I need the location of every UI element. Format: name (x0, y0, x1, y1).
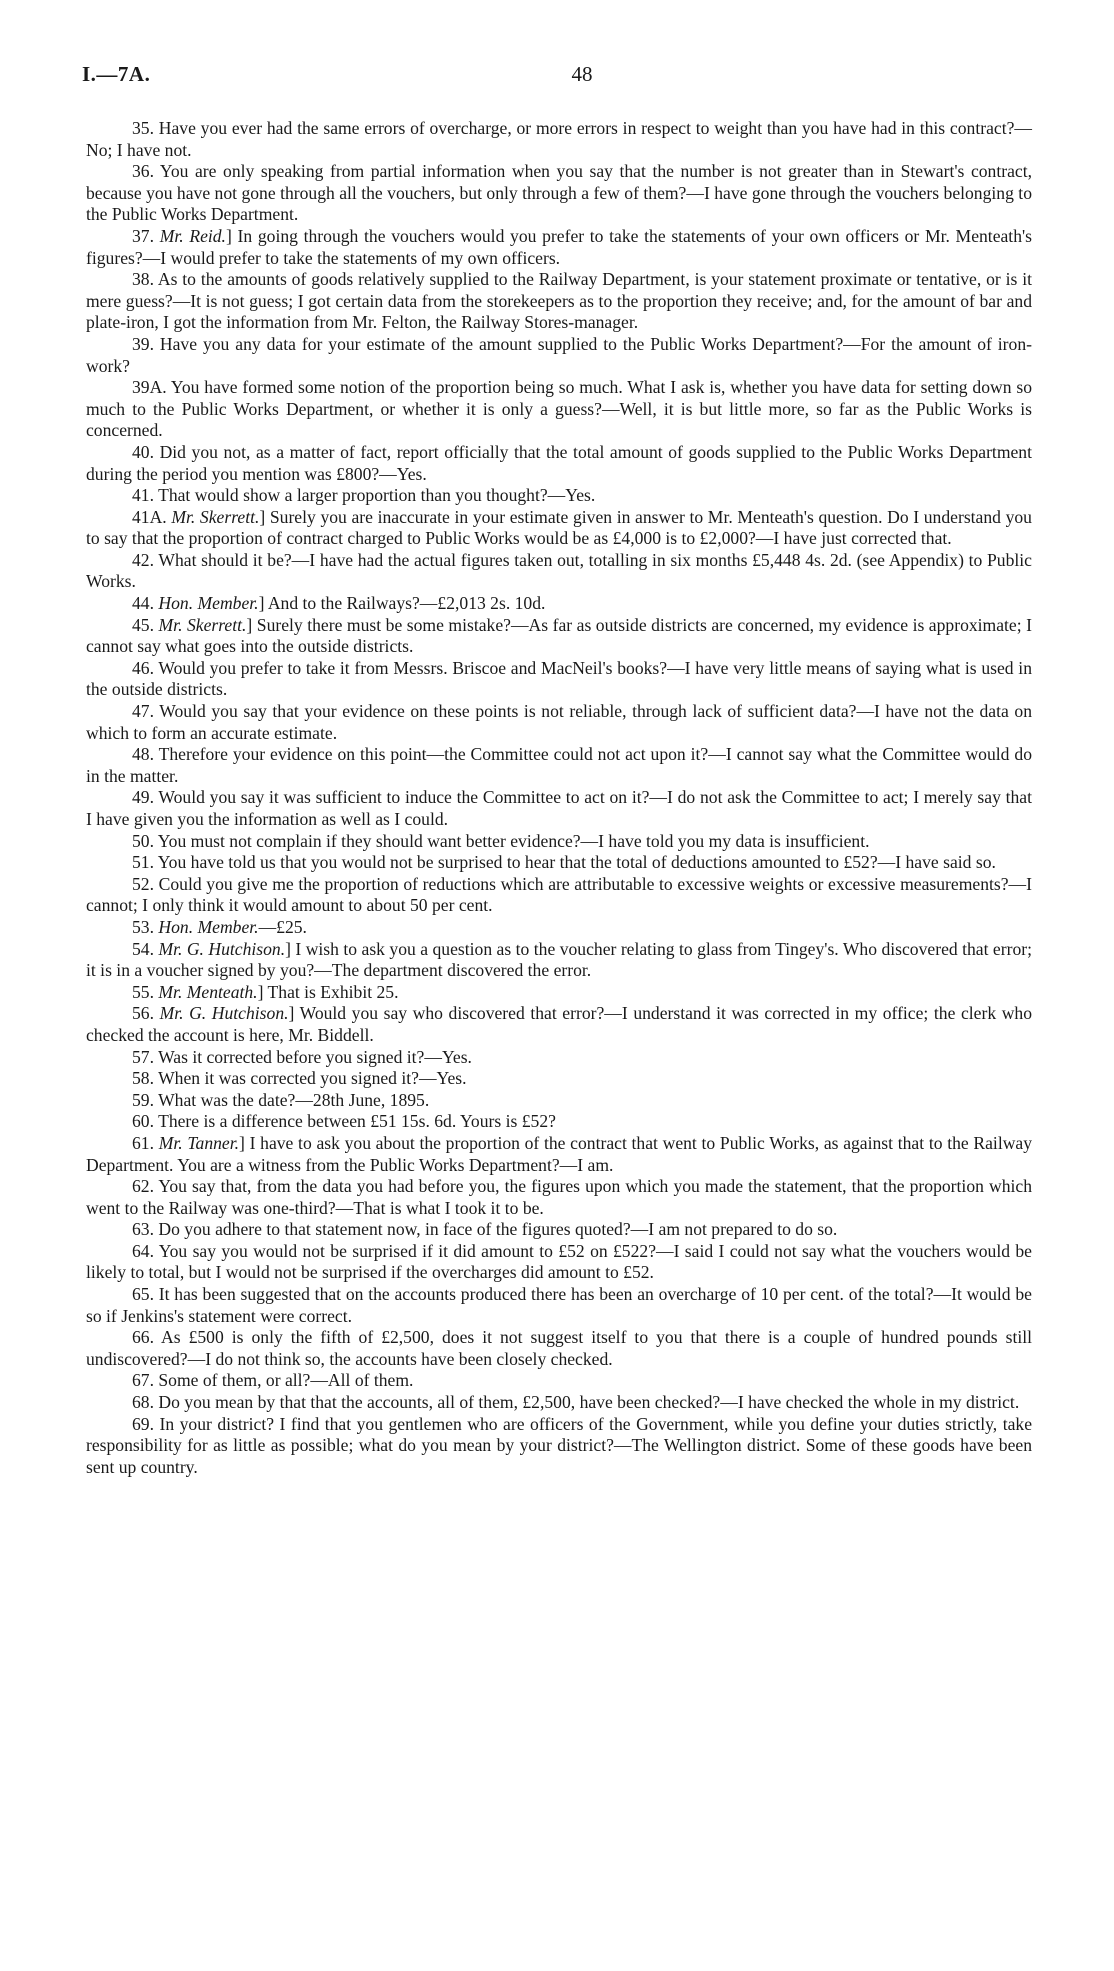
paragraph: 52. Could you give me the proportion of reductions which are attributable to excessive weights or excessive measurements?—I cannot; I only think it would amount to about 50 per cent. (86, 873, 1032, 916)
paragraph: 54. Mr. G. Hutchison.] I wish to ask you a question as to the voucher relating to glass from Tingey's. Who discovered that error; it is in a voucher signed by you?—The department discovered the error. (86, 938, 1033, 981)
paragraph: 62. You say that, from the data you had before you, the figures upon which you made the statement, that the proportion which went to the Railway was one-third?—That is what I took it to be. (86, 1176, 1032, 1218)
paragraph: 39A. You have formed some notion of the proportion being so much. What I ask is, whether you have data for setting down so much to the Public Works Department, or whether it is only a guess?—Well, it is but little more, so far as the Public Works is concerned. (86, 377, 1032, 441)
paragraph: 48. Therefore your evidence on this point—the Committee could not act upon it?—I cannot say what the Committee would do in the matter. (86, 744, 1032, 786)
paragraph: 39. Have you any data for your estimate of the amount supplied to the Public Works Department?—For the amount of iron-work? (86, 333, 1032, 376)
paragraph: 44. Hon. Member.] And to the Railways?—£2,013 2s. 10d. (132, 593, 546, 614)
paragraph: 42. What should it be?—I have had the actual figures taken out, totalling in six months £5,448 4s. 2d. (see Appendix) to Public Works. (86, 549, 1032, 592)
paragraph: 53. Hon. Member.—£25. (132, 916, 307, 937)
paragraph: 40. Did you not, as a matter of fact, report officially that the total amount of goods supplied to the Public Works Department during the period you mention was £800?—Yes. (86, 441, 1032, 484)
paragraph: 56. Mr. G. Hutchison.] Would you say who discovered that error?—I understand it was corrected in my office; the clerk who checked the account is here, Mr. Biddell. (86, 1003, 1033, 1045)
paragraph: 60. There is a difference between £51 15s. 6d. Yours is £52? (132, 1111, 556, 1132)
paragraph: 67. Some of them, or all?—All of them. (132, 1370, 414, 1391)
speaker-name: Mr. Tanner. (158, 1132, 240, 1153)
page-number: 48 (571, 62, 593, 86)
paragraph: 69. In your district? I find that you gentlemen who are officers of the Government, while you define your duties strictly, take responsibility for as little as possible; what do you mean by your district?—The Wellington district. Some of these goods have been sent up country. (86, 1413, 1032, 1477)
paragraph: 35. Have you ever had the same errors of overcharge, or more errors in respect to weight than you have had in this contract?—No; I have not. (86, 118, 1032, 160)
speaker-name: Mr. Reid. (159, 225, 226, 246)
speaker-name: Mr. G. Hutchison. (159, 1003, 289, 1024)
document-body (86, 118, 1032, 1478)
paragraph: 50. You must not complain if they should want better evidence?—I have told you my data is insufficient. (132, 830, 870, 851)
paragraph: 65. It has been suggested that on the accounts produced there has been an overcharge of 10 per cent. of the total?—It would be so if Jenkins's statement were correct. (86, 1284, 1032, 1326)
speaker-name: Hon. Member. (158, 593, 259, 614)
speaker-name: Mr. G. Hutchison. (158, 938, 286, 959)
speaker-name: Hon. Member. (158, 916, 259, 937)
paragraph: 64. You say you would not be surprised if it did amount to £52 on £522?—I said I could not say what the vouchers would be likely to total, but I would not be surprised if the overcharges did amount to £52. (86, 1240, 1032, 1283)
paragraph: 68. Do you mean by that that the accounts, all of them, £2,500, have been checked?—I have checked the whole in my district. (132, 1392, 1020, 1413)
paragraph: 38. As to the amounts of goods relatively supplied to the Railway Department, is your statement proximate or tentative, or is it mere guess?—It is not guess; I got certain data from the storekeepers as to the proportion they receive; and, for the amount of bar and plate-iron, I got the information from Mr. Felton, the Railway Stores-manager. (86, 269, 1032, 333)
speaker-name: Mr. Skerrett. (158, 614, 247, 635)
speaker-name: Mr. Menteath. (158, 981, 258, 1002)
page-header (82, 62, 1032, 92)
paragraph: 58. When it was corrected you signed it?—Yes. (132, 1068, 467, 1089)
paragraph: 59. What was the date?—28th June, 1895. (132, 1089, 430, 1110)
paragraph: 49. Would you say it was sufficient to induce the Committee to act on it?—I do not ask the Committee to act; I merely say that I have given you the information as well as I could. (86, 787, 1032, 829)
paragraph: 55. Mr. Menteath.] That is Exhibit 25. (132, 981, 399, 1002)
paragraph: 37. Mr. Reid.] In going through the vouchers would you prefer to take the statements of your own officers or Mr. Menteath's figures?—I would prefer to take the statements of my own officers. (86, 225, 1033, 268)
paragraph: 45. Mr. Skerrett.] Surely there must be some mistake?—As far as outside districts are concerned, my evidence is approximate; I cannot say what goes into the outside districts. (86, 614, 1033, 657)
paragraph: 66. As £500 is only the fifth of £2,500, does it not suggest itself to you that there is a couple of hundred pounds still undiscovered?—I do not think so, the accounts have been closely checked. (86, 1327, 1032, 1369)
paragraph: 46. Would you prefer to take it from Messrs. Briscoe and MacNeil's books?—I have very little means of saying what is used in the outside districts. (86, 657, 1032, 700)
paragraph: 36. You are only speaking from partial information when you say that the number is not greater than in Stewart's contract, because you have not gone through all the vouchers, but only through a few of them?—I have gone through the vouchers belonging to the Public Works Department. (86, 161, 1032, 225)
speaker-name: Mr. Skerrett. (171, 506, 260, 527)
paragraph: 51. You have told us that you would not be surprised to hear that the total of deductions amounted to £52?—I have said so. (132, 852, 996, 873)
paragraph: 57. Was it corrected before you signed it?—Yes. (132, 1046, 472, 1067)
paragraph: 61. Mr. Tanner.] I have to ask you about the proportion of the contract that went to Public Works, as against that to the Railway Department. You are a witness from the Public Works Department?—I am. (86, 1132, 1033, 1175)
paragraph: 47. Would you say that your evidence on these points is not reliable, through lack of sufficient data?—I have not the data on which to form an accurate estimate. (86, 701, 1032, 743)
document-reference: I.—7A. (82, 62, 151, 86)
paragraph: 41. That would show a larger proportion than you thought?—Yes. (132, 485, 596, 506)
paragraph: 63. Do you adhere to that statement now, in face of the figures quoted?—I am not prepared to do so. (132, 1219, 838, 1240)
paragraph: 41A. Mr. Skerrett.] Surely you are inaccurate in your estimate given in answer to Mr. Menteath's question. Do I understand you to say that the proportion of contract charged to Public Works would be as £4,000 is to £2,000?—I have just corrected that. (86, 506, 1032, 549)
